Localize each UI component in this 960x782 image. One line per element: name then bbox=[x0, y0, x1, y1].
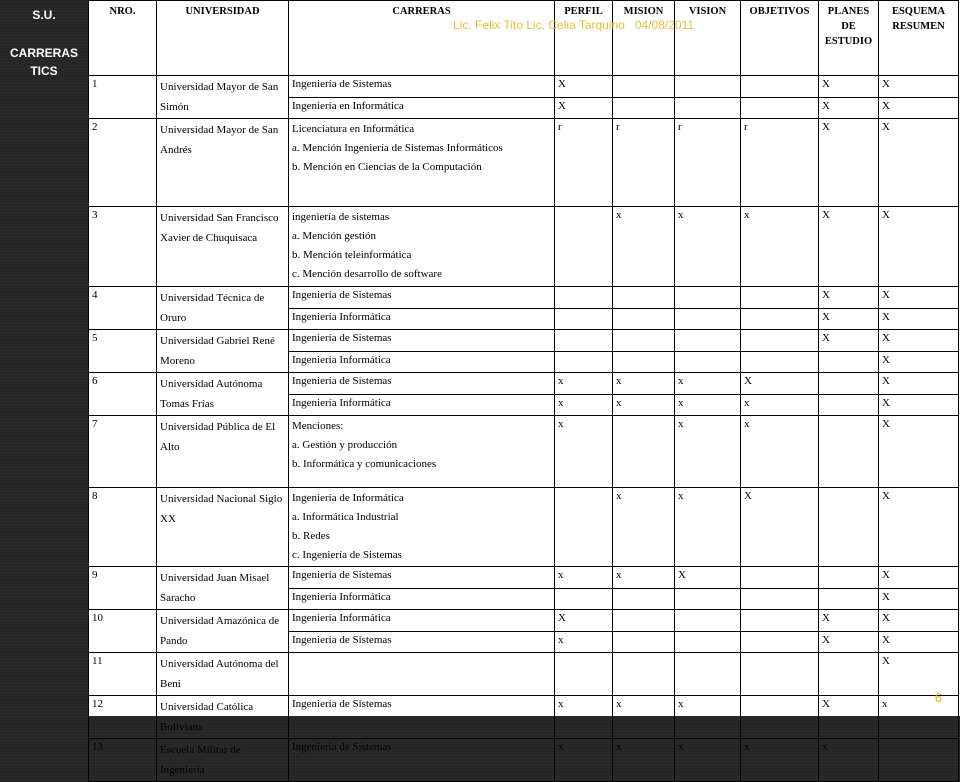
career-line: c. Ingeniería de Sistemas bbox=[292, 549, 402, 561]
mark-cell: x bbox=[555, 696, 613, 739]
mark-cell bbox=[819, 653, 879, 696]
sidebar-carreras-line: CARRERAS bbox=[9, 46, 78, 60]
mark-cell bbox=[741, 287, 819, 309]
table-row bbox=[89, 567, 959, 589]
row-number: 12 bbox=[89, 696, 157, 739]
university-cell: Universidad Nacional Siglo XX bbox=[157, 488, 289, 567]
career-cell bbox=[289, 631, 555, 653]
career-line: a. Informática Industrial bbox=[292, 511, 399, 523]
career-line: Ingeniería en Informática bbox=[292, 99, 404, 112]
row-number: 7 bbox=[89, 416, 157, 488]
mark-cell: x bbox=[613, 373, 675, 395]
row-number: 10 bbox=[89, 610, 157, 653]
mark-cell: x bbox=[741, 416, 819, 488]
mark-cell: X bbox=[819, 119, 879, 207]
mark-cell: X bbox=[879, 567, 959, 589]
mark-cell: x bbox=[675, 394, 741, 416]
table-row bbox=[89, 488, 959, 567]
career-cell bbox=[289, 488, 555, 567]
page-number: 6 bbox=[934, 690, 942, 705]
university-cell: Universidad Técnica de Oruro bbox=[157, 287, 289, 330]
mark-cell bbox=[613, 653, 675, 696]
career-cell bbox=[289, 76, 555, 98]
header-cell: ESQUEMA RESUMEN bbox=[879, 1, 959, 76]
career-line: Ingeniería de Sistemas bbox=[292, 698, 392, 710]
university-cell: Universidad Pública de El Alto bbox=[157, 416, 289, 488]
career-line: b. Redes bbox=[292, 530, 330, 542]
career-cell bbox=[289, 330, 555, 352]
mark-cell: X bbox=[879, 351, 959, 373]
mark-cell: r bbox=[675, 119, 741, 207]
mark-cell: X bbox=[741, 373, 819, 395]
mark-cell: x bbox=[613, 394, 675, 416]
table-row bbox=[89, 696, 959, 739]
career-line: a. Mención gestión bbox=[292, 230, 377, 242]
header-cell: PERFIL bbox=[555, 1, 613, 76]
career-cell bbox=[289, 653, 555, 696]
mark-cell bbox=[613, 287, 675, 309]
row-number: 4 bbox=[89, 287, 157, 330]
career-cell bbox=[289, 373, 555, 395]
career-line: Ingeniería de Sistemas bbox=[292, 633, 392, 646]
university-cell: Universidad San Francisco Xavier de Chuquisaca bbox=[157, 207, 289, 287]
mark-cell bbox=[613, 610, 675, 632]
university-cell: Universidad Mayor de San Andrés bbox=[157, 119, 289, 207]
mark-cell: x bbox=[741, 739, 819, 782]
mark-cell bbox=[675, 653, 741, 696]
mark-cell bbox=[613, 76, 675, 98]
mark-cell: X bbox=[819, 76, 879, 98]
mark-cell: X bbox=[819, 207, 879, 287]
table-row bbox=[89, 653, 959, 696]
mark-cell: X bbox=[819, 330, 879, 352]
mark-cell: x bbox=[613, 488, 675, 567]
mark-cell bbox=[613, 416, 675, 488]
table-row bbox=[89, 373, 959, 395]
mark-cell: X bbox=[555, 97, 613, 119]
mark-cell: X bbox=[819, 308, 879, 330]
university-cell: Universidad Mayor de San Simón bbox=[157, 76, 289, 119]
mark-cell: x bbox=[675, 696, 741, 739]
mark-cell bbox=[741, 330, 819, 352]
mark-cell bbox=[675, 610, 741, 632]
mark-cell bbox=[613, 97, 675, 119]
career-cell bbox=[289, 207, 555, 287]
mark-cell: r bbox=[613, 119, 675, 207]
row-number: 1 bbox=[89, 76, 157, 119]
mark-cell: X bbox=[879, 308, 959, 330]
career-line: ingeniería de sistemas bbox=[292, 211, 390, 223]
mark-cell: X bbox=[879, 488, 959, 567]
header-cell: VISION bbox=[675, 1, 741, 76]
mark-cell: X bbox=[879, 631, 959, 653]
mark-cell bbox=[819, 373, 879, 395]
mark-cell bbox=[741, 97, 819, 119]
career-line: c. Mención desarrollo de software bbox=[292, 268, 442, 280]
mark-cell: X bbox=[819, 631, 879, 653]
career-line: Ingeniería Informática bbox=[292, 612, 391, 624]
career-line: Ingeniería de Sistemas bbox=[292, 375, 392, 387]
mark-cell bbox=[555, 308, 613, 330]
mark-cell bbox=[741, 308, 819, 330]
mark-cell: x bbox=[819, 739, 879, 782]
mark-cell bbox=[675, 631, 741, 653]
mark-cell bbox=[819, 416, 879, 488]
mark-cell bbox=[741, 696, 819, 739]
career-cell bbox=[289, 739, 555, 782]
mark-cell: X bbox=[879, 330, 959, 352]
mark-cell bbox=[555, 488, 613, 567]
career-line: Ingeniería de Sistemas bbox=[292, 741, 392, 753]
university-cell: Universidad Juan Misael Saracho bbox=[157, 567, 289, 610]
career-cell bbox=[289, 351, 555, 373]
mark-cell bbox=[741, 653, 819, 696]
mark-cell: x bbox=[613, 207, 675, 287]
mark-cell bbox=[555, 653, 613, 696]
mark-cell bbox=[555, 588, 613, 610]
mark-cell bbox=[675, 287, 741, 309]
row-number: 2 bbox=[89, 119, 157, 207]
career-line: Menciones: bbox=[292, 420, 344, 432]
career-line: b. Mención en Ciencias de la Computación bbox=[292, 161, 482, 173]
career-cell bbox=[289, 119, 555, 207]
mark-cell bbox=[555, 207, 613, 287]
overlay-date: 04/08/2011 bbox=[634, 18, 695, 32]
career-cell bbox=[289, 308, 555, 330]
mark-cell: X bbox=[879, 653, 959, 696]
document-sheet bbox=[88, 0, 960, 776]
sidebar-su: S.U. bbox=[32, 8, 56, 22]
mark-cell bbox=[741, 631, 819, 653]
university-cell: Universidad Amazónica de Pando bbox=[157, 610, 289, 653]
mark-cell: X bbox=[879, 97, 959, 119]
career-line: Ingeniería de Informática bbox=[292, 492, 404, 504]
university-cell: Escuela Militar de Ingeniería bbox=[157, 739, 289, 782]
mark-cell: x bbox=[675, 416, 741, 488]
header-cell: PLANES DE ESTUDIO bbox=[819, 1, 879, 76]
mark-cell bbox=[819, 488, 879, 567]
mark-cell: x bbox=[741, 207, 819, 287]
career-line: Ingeniería Informática bbox=[292, 353, 391, 366]
mark-cell: X bbox=[675, 567, 741, 589]
mark-cell: x bbox=[675, 207, 741, 287]
mark-cell: X bbox=[555, 76, 613, 98]
sidebar-label bbox=[0, 0, 88, 100]
career-cell bbox=[289, 588, 555, 610]
row-number: 6 bbox=[89, 373, 157, 416]
mark-cell: x bbox=[675, 739, 741, 782]
career-cell bbox=[289, 610, 555, 632]
mark-cell bbox=[675, 308, 741, 330]
career-cell bbox=[289, 394, 555, 416]
mark-cell: X bbox=[819, 610, 879, 632]
mark-cell bbox=[741, 610, 819, 632]
mark-cell bbox=[613, 308, 675, 330]
header-cell: OBJETIVOS bbox=[741, 1, 819, 76]
mark-cell: x bbox=[879, 696, 959, 739]
table-row bbox=[89, 207, 959, 287]
career-cell bbox=[289, 416, 555, 488]
overlay-caption bbox=[453, 18, 694, 32]
row-number: 9 bbox=[89, 567, 157, 610]
table-row bbox=[89, 416, 959, 488]
mark-cell: X bbox=[819, 696, 879, 739]
career-line: a. Mención Ingeniería de Sistemas Informáticos bbox=[292, 142, 503, 154]
mark-cell: X bbox=[879, 207, 959, 287]
mark-cell: X bbox=[555, 610, 613, 632]
mark-cell bbox=[879, 739, 959, 782]
mark-cell: x bbox=[555, 739, 613, 782]
row-number: 13 bbox=[89, 739, 157, 782]
row-number: 8 bbox=[89, 488, 157, 567]
mark-cell: x bbox=[555, 394, 613, 416]
mark-cell: X bbox=[879, 394, 959, 416]
row-number: 11 bbox=[89, 653, 157, 696]
mark-cell bbox=[555, 330, 613, 352]
career-line: Ingeniería Informática bbox=[292, 310, 391, 323]
mark-cell: X bbox=[879, 76, 959, 98]
header-cell: UNIVERSIDAD bbox=[157, 1, 289, 76]
university-cell: Universidad Católica Boliviana bbox=[157, 696, 289, 739]
mark-cell: x bbox=[675, 373, 741, 395]
table-body bbox=[89, 76, 959, 782]
career-cell bbox=[289, 567, 555, 589]
career-line: Ingeniería de Sistemas bbox=[292, 78, 392, 90]
overlay-authors: Lic. Felix Tito Lic. Celia Tarquino bbox=[453, 18, 625, 32]
mark-cell bbox=[613, 330, 675, 352]
mark-cell bbox=[819, 351, 879, 373]
table-row bbox=[89, 287, 959, 309]
career-line: Ingeniería Informática bbox=[292, 590, 391, 603]
mark-cell bbox=[675, 351, 741, 373]
mark-cell bbox=[675, 76, 741, 98]
career-line: b. Mención teleinformática bbox=[292, 249, 412, 261]
career-line: Ingeniería de Sistemas bbox=[292, 569, 392, 581]
mark-cell: X bbox=[819, 287, 879, 309]
mark-cell: x bbox=[555, 416, 613, 488]
header-cell: CARRERAS bbox=[289, 1, 555, 76]
mark-cell: x bbox=[741, 394, 819, 416]
career-line: Ingeniería de Sistemas bbox=[292, 289, 392, 301]
mark-cell bbox=[555, 287, 613, 309]
mark-cell bbox=[613, 631, 675, 653]
mark-cell bbox=[613, 351, 675, 373]
table-row bbox=[89, 330, 959, 352]
mark-cell bbox=[819, 567, 879, 589]
mark-cell: X bbox=[879, 119, 959, 207]
table-row bbox=[89, 119, 959, 207]
career-line: Ingeniería de Sistemas bbox=[292, 332, 392, 344]
mark-cell bbox=[555, 351, 613, 373]
mark-cell: x bbox=[555, 631, 613, 653]
table-row bbox=[89, 739, 959, 782]
header-cell: MISION bbox=[613, 1, 675, 76]
mark-cell bbox=[741, 567, 819, 589]
career-cell bbox=[289, 287, 555, 309]
mark-cell bbox=[741, 588, 819, 610]
table-row bbox=[89, 610, 959, 632]
mark-cell: x bbox=[555, 373, 613, 395]
mark-cell: X bbox=[819, 97, 879, 119]
university-cell: Universidad Autónoma Tomas Frías bbox=[157, 373, 289, 416]
header-cell: NRO. bbox=[89, 1, 157, 76]
mark-cell bbox=[741, 76, 819, 98]
mark-cell bbox=[819, 394, 879, 416]
career-line: Licenciatura en Informática bbox=[292, 123, 415, 135]
career-line: Ingeniería Informática bbox=[292, 396, 391, 409]
mark-cell: x bbox=[675, 488, 741, 567]
university-cell: Universidad Gabriel René Moreno bbox=[157, 330, 289, 373]
mark-cell: x bbox=[613, 567, 675, 589]
table-header-row bbox=[89, 1, 959, 76]
mark-cell: X bbox=[879, 588, 959, 610]
career-cell bbox=[289, 97, 555, 119]
mark-cell bbox=[675, 588, 741, 610]
university-cell: Universidad Autónoma del Beni bbox=[157, 653, 289, 696]
row-number: 5 bbox=[89, 330, 157, 373]
mark-cell bbox=[675, 330, 741, 352]
mark-cell: X bbox=[879, 373, 959, 395]
mark-cell bbox=[675, 97, 741, 119]
mark-cell: r bbox=[741, 119, 819, 207]
mark-cell: X bbox=[879, 610, 959, 632]
table-row bbox=[89, 76, 959, 98]
careers-table bbox=[88, 0, 959, 782]
mark-cell bbox=[819, 588, 879, 610]
mark-cell: X bbox=[879, 416, 959, 488]
mark-cell bbox=[741, 351, 819, 373]
mark-cell: x bbox=[555, 567, 613, 589]
career-line: a. Gestión y producción bbox=[292, 439, 398, 451]
sidebar-tics-line: TICS bbox=[30, 64, 58, 78]
sidebar-carreras bbox=[0, 44, 88, 80]
row-number: 3 bbox=[89, 207, 157, 287]
mark-cell: r bbox=[555, 119, 613, 207]
mark-cell: X bbox=[741, 488, 819, 567]
career-cell bbox=[289, 696, 555, 739]
career-line: b. Informática y comunicaciones bbox=[292, 458, 437, 470]
mark-cell: x bbox=[613, 739, 675, 782]
mark-cell: X bbox=[879, 287, 959, 309]
mark-cell: x bbox=[613, 696, 675, 739]
mark-cell bbox=[613, 588, 675, 610]
